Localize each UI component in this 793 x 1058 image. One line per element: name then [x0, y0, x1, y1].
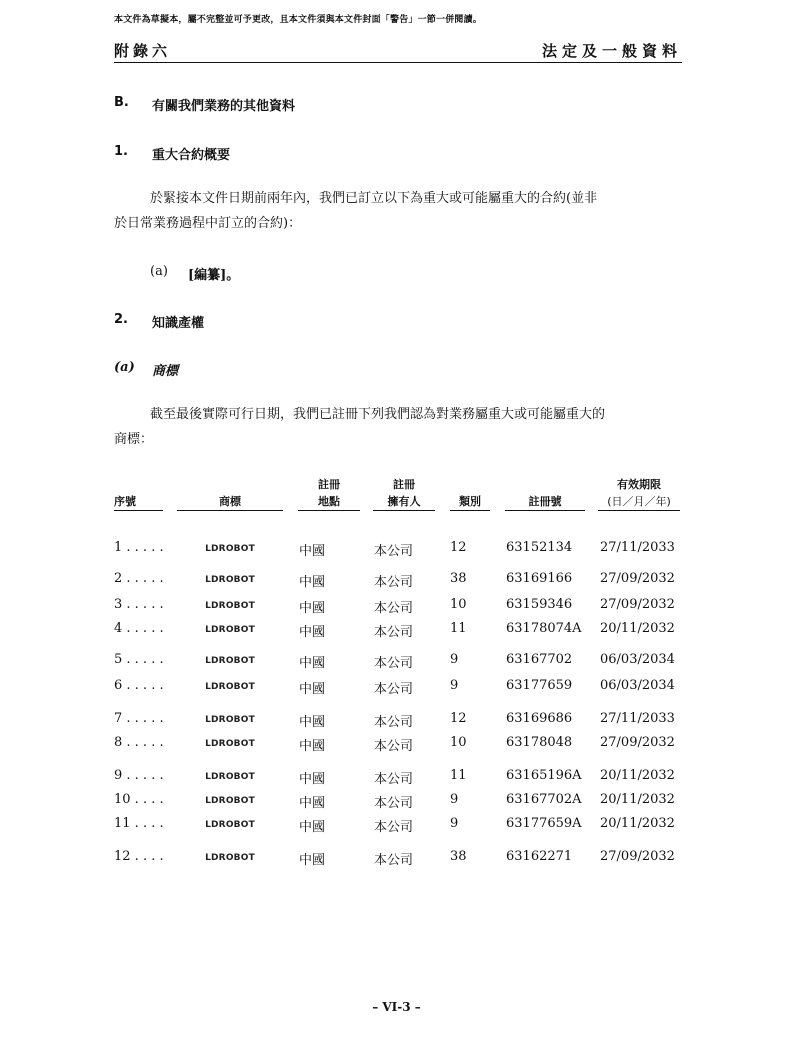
- ldrobot-trademark-logo: LDROBOT: [205, 601, 255, 611]
- col-header-place: [298, 476, 360, 510]
- row-seq: 3 . . . . .: [114, 597, 164, 612]
- draft-warning-banner: 本文件為草擬本，屬不完整並可予更改，且本文件須與本文件封面「警告」一節一併閱讀。: [114, 15, 483, 25]
- row-place: 中國: [299, 772, 326, 787]
- row-owner: 本公司: [374, 772, 414, 787]
- ldrobot-trademark-logo: LDROBOT: [205, 772, 255, 782]
- contract-item-marker: (a): [150, 264, 168, 279]
- ldrobot-trademark-logo: LDROBOT: [205, 575, 255, 585]
- row-seq: 5 . . . . .: [114, 652, 164, 667]
- row-regno: 63167702A: [506, 792, 582, 807]
- trademarks-para-line1: 截至最後實際可行日期，我們已註冊下列我們認為對業務屬重大或可能屬重大的: [150, 407, 606, 422]
- col-header-seq: 序號: [114, 495, 136, 508]
- section-b-number: B.: [114, 95, 129, 110]
- row-expiry: 27/09/2032: [600, 849, 675, 864]
- row-owner: 本公司: [374, 739, 414, 754]
- row-owner: 本公司: [374, 820, 414, 835]
- section-1-number: 1.: [114, 144, 128, 159]
- row-owner: 本公司: [374, 796, 414, 811]
- section-1-title: 重大合約概要: [152, 148, 231, 163]
- row-place: 中國: [299, 656, 326, 671]
- row-class: 12: [450, 711, 467, 726]
- col-header-mark: 商標: [219, 495, 241, 508]
- row-place: 中國: [299, 796, 326, 811]
- col-rule-regno: [505, 510, 585, 511]
- row-seq: 8 . . . . .: [114, 735, 164, 750]
- section-1-para-line1: 於緊接本文件日期前兩年內，我們已訂立以下為重大或可能屬重大的合約(並非: [150, 191, 598, 206]
- header-rule: [114, 62, 682, 63]
- section-b-title: 有關我們業務的其他資料: [152, 99, 296, 114]
- row-seq: 6 . . . . .: [114, 678, 164, 693]
- ldrobot-trademark-logo: LDROBOT: [205, 796, 255, 806]
- col-rule-place: [298, 510, 360, 511]
- row-expiry: 20/11/2032: [600, 816, 675, 831]
- row-seq: 7 . . . . .: [114, 711, 164, 726]
- row-seq: 1 . . . . .: [114, 540, 164, 555]
- ldrobot-trademark-logo: LDROBOT: [205, 625, 255, 635]
- col-header-expiry-line2: (日／月／年): [607, 495, 671, 508]
- row-regno: 63162271: [506, 849, 573, 864]
- trademarks-subheading-title: 商標: [152, 364, 179, 379]
- row-class: 10: [450, 597, 467, 612]
- col-header-expiry: [598, 476, 680, 510]
- ldrobot-trademark-logo: LDROBOT: [205, 682, 255, 692]
- row-regno: 63152134: [506, 540, 573, 555]
- col-header-place-line1: 註冊: [318, 478, 340, 491]
- col-header-expiry-line1: 有效期限: [617, 478, 661, 491]
- row-seq: 11 . . . .: [114, 816, 164, 831]
- row-class: 10: [450, 735, 467, 750]
- row-place: 中國: [299, 715, 326, 730]
- section-2-number: 2.: [114, 312, 128, 327]
- section-b-heading: [114, 95, 514, 113]
- ldrobot-trademark-logo: LDROBOT: [205, 853, 255, 863]
- row-owner: 本公司: [374, 715, 414, 730]
- row-class: 11: [450, 768, 467, 783]
- row-place: 中國: [299, 739, 326, 754]
- row-expiry: 20/11/2032: [600, 768, 675, 783]
- appendix-label: 附錄六: [114, 42, 172, 60]
- row-owner: 本公司: [374, 682, 414, 697]
- section-1-heading: [114, 144, 514, 162]
- row-regno: 63159346: [506, 597, 573, 612]
- trademarks-para-line2: 商標：: [114, 432, 154, 447]
- trademarks-subheading-number: (a): [114, 360, 135, 375]
- row-place: 中國: [299, 625, 326, 640]
- col-rule-expiry: [598, 510, 680, 511]
- row-owner: 本公司: [374, 656, 414, 671]
- col-rule-seq: [114, 510, 163, 511]
- row-place: 中國: [299, 820, 326, 835]
- row-owner: 本公司: [374, 544, 414, 559]
- ldrobot-trademark-logo: LDROBOT: [205, 656, 255, 666]
- row-regno: 63165196A: [506, 768, 582, 783]
- col-header-owner-line2: 擁有人: [387, 495, 421, 508]
- row-class: 11: [450, 621, 467, 636]
- trademarks-subheading: [114, 360, 514, 378]
- row-owner: 本公司: [374, 601, 414, 616]
- contract-item-text: [編纂]。: [188, 268, 240, 283]
- row-place: 中國: [299, 544, 326, 559]
- col-rule-class: [450, 510, 490, 511]
- row-expiry: 20/11/2032: [600, 621, 675, 636]
- row-place: 中國: [299, 853, 326, 868]
- row-class: 9: [450, 816, 459, 831]
- section-2-title: 知識產權: [152, 316, 205, 331]
- row-expiry: 27/11/2033: [600, 540, 675, 555]
- ldrobot-trademark-logo: LDROBOT: [205, 544, 255, 554]
- row-regno: 63167702: [506, 652, 573, 667]
- row-regno: 63178048: [506, 735, 573, 750]
- row-regno: 63177659: [506, 678, 573, 693]
- row-class: 38: [450, 571, 467, 586]
- page-number: – VI-3 –: [372, 1000, 421, 1014]
- row-class: 12: [450, 540, 467, 555]
- row-owner: 本公司: [374, 575, 414, 590]
- ldrobot-trademark-logo: LDROBOT: [205, 715, 255, 725]
- row-class: 9: [450, 792, 459, 807]
- row-expiry: 20/11/2032: [600, 792, 675, 807]
- row-expiry: 06/03/2034: [600, 678, 675, 693]
- row-place: 中國: [299, 601, 326, 616]
- row-seq: 2 . . . . .: [114, 571, 164, 586]
- row-expiry: 27/09/2032: [600, 735, 675, 750]
- appendix-title: 法定及一般資料: [541, 42, 682, 60]
- row-expiry: 27/11/2033: [600, 711, 675, 726]
- row-class: 9: [450, 678, 459, 693]
- row-regno: 63169166: [506, 571, 573, 586]
- col-rule-owner: [373, 510, 435, 511]
- row-regno: 63169686: [506, 711, 573, 726]
- col-header-owner: [373, 476, 435, 510]
- trademarks-paragraph: [114, 402, 684, 452]
- row-seq: 4 . . . . .: [114, 621, 164, 636]
- row-expiry: 27/09/2032: [600, 597, 675, 612]
- row-expiry: 27/09/2032: [600, 571, 675, 586]
- col-rule-mark: [177, 510, 283, 511]
- row-owner: 本公司: [374, 625, 414, 640]
- row-class: 38: [450, 849, 467, 864]
- ldrobot-trademark-logo: LDROBOT: [205, 820, 255, 830]
- section-2-heading: [114, 312, 514, 330]
- row-place: 中國: [299, 682, 326, 697]
- col-header-regno: 註冊號: [528, 495, 562, 508]
- row-seq: 12 . . . .: [114, 849, 164, 864]
- row-owner: 本公司: [374, 853, 414, 868]
- row-seq: 9 . . . . .: [114, 768, 164, 783]
- col-header-place-line2: 地點: [318, 495, 340, 508]
- row-expiry: 06/03/2034: [600, 652, 675, 667]
- section-1-para-line2: 於日常業務過程中訂立的合約)：: [114, 216, 302, 231]
- col-header-owner-line1: 註冊: [393, 478, 415, 491]
- row-class: 9: [450, 652, 459, 667]
- row-place: 中國: [299, 575, 326, 590]
- row-regno: 63178074A: [506, 621, 582, 636]
- col-header-class: 類別: [459, 495, 481, 508]
- row-seq: 10 . . . .: [114, 792, 164, 807]
- ldrobot-trademark-logo: LDROBOT: [205, 739, 255, 749]
- section-1-paragraph: [114, 186, 684, 236]
- row-regno: 63177659A: [506, 816, 582, 831]
